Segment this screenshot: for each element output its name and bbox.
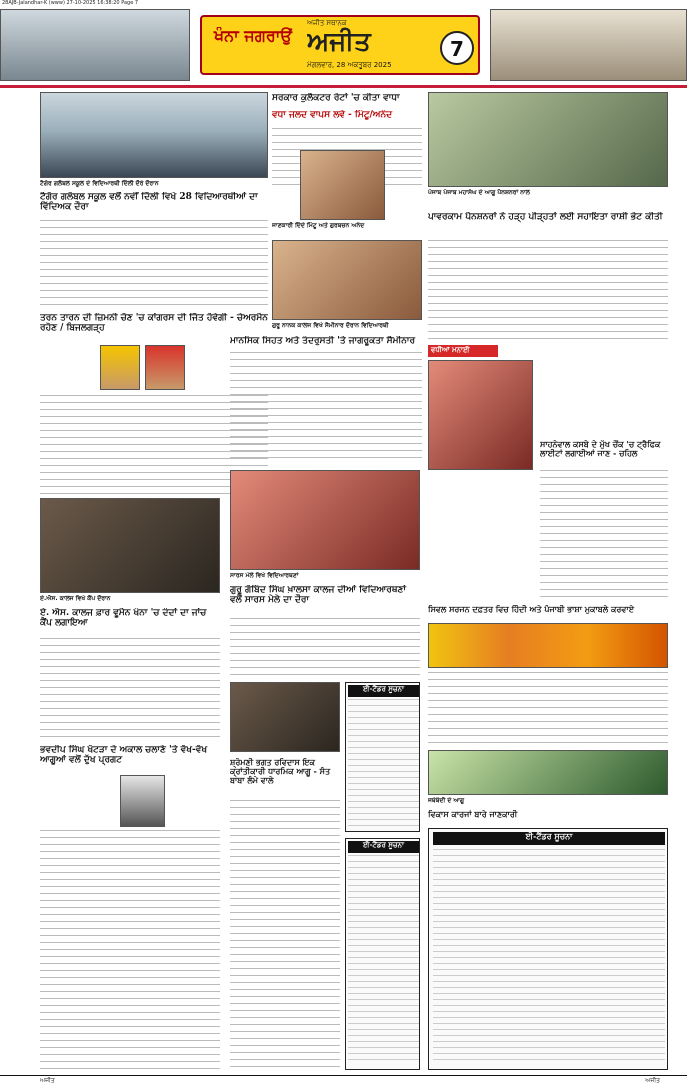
story3-photo <box>428 92 668 187</box>
story1-body <box>40 220 268 308</box>
masthead <box>0 9 687 89</box>
story11-body <box>230 800 340 1070</box>
story3-headline: ਪਾਵਰਕਾਮ ਪੈਨਸ਼ਨਰਾਂ ਨੇ ਹੜ੍ਹ ਪੀੜ੍ਹਤਾਂ ਲਈ ਸਹਾਇਤਾ ਰਾਸ਼ੀ ਭੇਟ ਕੀਤੀ <box>428 212 663 222</box>
story9-headline: ਸਿਵਲ ਸਰਜਨ ਦਫ਼ਤਰ ਵਿਚ ਹਿੰਦੀ ਅਤੇ ਪੰਜਾਬੀ ਭਾਸ਼ਾ ਮੁਕਾਬਲੇ ਕਰਵਾਏ <box>428 605 635 614</box>
masthead-left-photo <box>0 9 190 81</box>
story9-photo <box>428 623 668 668</box>
story6-headline: ਸਾਹਨੇਵਾਲ ਕਸਬੇ ਦੇ ਮੁੱਖ ਚੌਂਕ 'ਚ ਟ੍ਰੈਫਿਕ ਲਾਈਟਾਂ ਲਗਾਈਆਂ ਜਾਣ - ਚਹਿਲ <box>540 440 661 459</box>
tender-1 <box>345 682 420 832</box>
footer-left: ਅਜੀਤ <box>40 1077 55 1084</box>
story2-subhead: ਵਧਾ ਜਲਦ ਵਾਪਸ ਲਵੇ - ਮਿੰਟੂ/ਅਨੰਦ <box>272 110 393 120</box>
masthead-rule <box>0 85 687 88</box>
story1-caption: ਟੈਗੋਰ ਗਲੋਬਲ ਸਕੂਲ ਦੇ ਵਿਦਿਆਰਥੀ ਦਿੱਲੀ ਦੌਰੇ ਦੌਰਾਨ <box>40 180 159 187</box>
story2-headline: ਸਰਕਾਰ ਕੁਲੈਕਟਰ ਰੇਟਾਂ 'ਚ ਕੀਤਾ ਵਾਧਾ <box>272 93 400 103</box>
tender-2-body <box>348 855 419 1065</box>
story10-body <box>40 830 220 1070</box>
tender-2 <box>345 838 420 1070</box>
story3-caption: ਪੰਜਾਬ ਪੰਜਾਬ ਮਹਾਸੰਘ ਦੇ ਆਗੂ ਪੈਨਸ਼ਨਰਾਂ ਨਾਲ <box>428 189 530 196</box>
story7-body <box>40 638 220 738</box>
story9-body <box>428 672 668 747</box>
story4-headline: ਤਰਨ ਤਾਰਨ ਦੀ ਜ਼ਿਮਨੀ ਚੋਣ 'ਚ ਕਾਂਗਰਸ ਦੀ ਜਿੱਤ ਹੋਵੇਗੀ - ਚੇਅਰਮੈਨ ਰਹੋਣ / ਬਿਜਲਗੜ੍ਹ <box>40 313 268 334</box>
tender-3-title: ਈ-ਟੈਂਡਰ ਸੂਚਨਾ <box>433 832 665 845</box>
story10-photo <box>120 775 165 827</box>
tender-1-title: ਈ-ਟੈਂਡਰ ਸੂਚਨਾ <box>348 685 419 697</box>
story7-headline: ਏ. ਐਸ. ਕਾਲਜ ਫ਼ਾਰ ਵੂਮੈਨ ਖੰਨਾ 'ਚ ਦੰਦਾਂ ਦਾ ਜਾਂਚ ਕੈਂਪ ਲਗਾਇਆ <box>40 608 207 629</box>
footer-rule <box>0 1075 687 1076</box>
story12-headline: ਵਿਕਾਸ ਕਾਰਜਾਂ ਬਾਰੇ ਜਾਣਕਾਰੀ <box>428 810 518 819</box>
story5-headline: ਮਾਨਸਿਕ ਸਿਹਤ ਅਤੇ ਤੰਦਰੁਸਤੀ 'ਤੇ ਜਾਗਰੂਕਤਾ ਸੈਮੀਨਾਰ <box>230 336 416 346</box>
story8-photo <box>230 470 420 570</box>
story11-photo <box>230 682 340 752</box>
masthead-date: ਮੰਗਲਵਾਰ, 28 ਅਕਤੂਬਰ 2025 <box>307 61 392 69</box>
masthead-label: ਅਜੀਤ ਸਥਾਨਕ <box>307 19 347 27</box>
masthead-title: ਅਜੀਤ <box>307 27 371 57</box>
page-number: 7 <box>440 31 474 65</box>
tender-2-title: ਈ-ਟੈਂਡਰ ਸੂਚਨਾ <box>348 841 419 853</box>
masthead-logo <box>200 15 480 75</box>
story4-photo-1 <box>100 345 140 390</box>
story8-headline: ਗੁਰੂ ਗੋਬਿੰਦ ਸਿੰਘ ਖ਼ਾਲਸਾ ਕਾਲਜ ਦੀਆਂ ਵਿਦਿਆਰਥਣਾਂ ਵਲੋਂ ਸਾਰਸ ਮੇਲੇ ਦਾ ਦੌਰਾ <box>230 585 406 606</box>
story5-body <box>230 352 422 462</box>
masthead-right-photo <box>490 9 687 81</box>
story1-headline: ਟੈਗੋਰ ਗਲੋਬਲ ਸਕੂਲ ਵਲੋਂ ਨਵੀਂ ਦਿੱਲੀ ਵਿਖੇ 28 ਵਿਦਿਆਰਥੀਆਂ ਦਾ ਵਿੱਦਿਅਕ ਦੌਰਾ <box>40 192 258 213</box>
story5-caption: ਗੁਰੂ ਨਾਨਕ ਕਾਲਜ ਵਿਖੇ ਸੈਮੀਨਾਰ ਦੌਰਾਨ ਵਿਦਿਆਰਥੀ <box>272 322 389 329</box>
story1-photo <box>40 92 268 178</box>
story6-badge: ਵਧੀਆਂ ਮਨਾਈ <box>428 345 498 357</box>
story5-photo <box>272 240 422 320</box>
footer-right: ਅਜੀਤ <box>645 1077 660 1084</box>
story12-photo <box>428 750 668 795</box>
story7-photo <box>40 498 220 593</box>
story4-photo-2 <box>145 345 185 390</box>
story3-body <box>428 240 668 340</box>
story8-caption: ਸਾਰਸ ਮੇਲੇ ਵਿਖੇ ਵਿਦਿਆਰਥਣਾਂ <box>230 572 299 579</box>
story10-headline: ਭਵਦੀਪ ਸਿੰਘ ਖੱਟੜਾ ਦੇ ਅਕਾਲ ਚਲਾਣੇ 'ਤੇ ਵੱਖ-ਵੱਖ ਆਗੂਆਂ ਵਲੋਂ ਦੁੱਖ ਪ੍ਰਗਟ <box>40 745 208 766</box>
story11-headline: ਸ਼੍ਰੋਮਣੀ ਭਗਤ ਰਵਿਦਾਸ ਇਕ ਕ੍ਰਾਂਤੀਕਾਰੀ ਧਾਰਮਿਕ ਆਗੂ - ਸੰਤ ਬਾਬਾ ਲੰਮੇ ਵਾਲੇ <box>230 758 331 786</box>
tender-1-body <box>348 699 419 829</box>
tender-3-body <box>433 849 665 1064</box>
story6-photo <box>428 360 533 470</box>
story8-body <box>230 618 420 678</box>
story2-caption: ਜਾਣਕਾਰੀ ਦਿੰਦੇ ਮਿੰਟੂ ਅਤੇ ਗੁਰਬਚਨ ਅਨੰਦ <box>272 222 365 229</box>
masthead-left-title: ਖੰਨਾ ਜਗਰਾਉਂ <box>214 27 292 45</box>
print-info: 28AJB-Jalandhar-K (www) 27-10-2025 16:38:20 Page 7 <box>2 0 139 6</box>
story2-photo <box>300 150 385 220</box>
story6-body <box>540 470 668 600</box>
story7-caption: ਏ.ਐਸ. ਕਾਲਜ ਵਿਖੇ ਕੈਂਪ ਦੌਰਾਨ <box>40 595 111 602</box>
tender-3 <box>428 828 668 1070</box>
story12-caption: ਜਥੇਬੰਦੀ ਦੇ ਆਗੂ <box>428 797 465 804</box>
